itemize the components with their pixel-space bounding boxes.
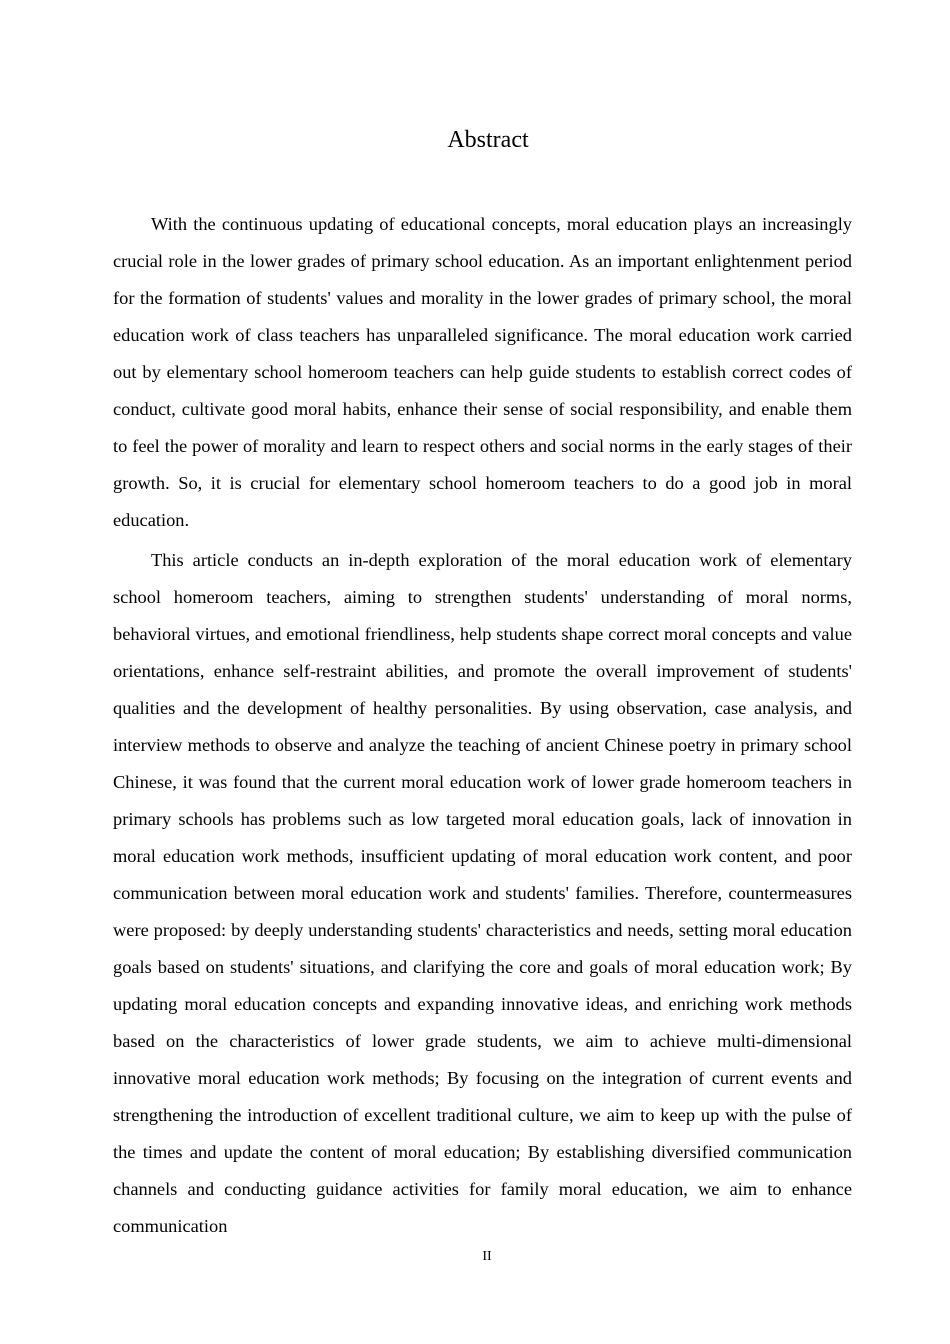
page-title: Abstract xyxy=(447,127,529,153)
paragraph-1: With the continuous updating of educational concepts, moral education plays an increasingly crucial role in the lower grades of primary school education. As an important enlightenment period for the formation of students' values and morality in the lower grades of primary school, the moral education work of class teachers has unparalleled significance. The moral education work carried out by elementary school homeroom teachers can help guide students to establish correct codes of conduct, cultivate good moral habits, enhance their sense of social responsibility, and enable them to feel the power of morality and learn to respect others and social norms in the early stages of their growth. So, it is crucial for elementary school homeroom teachers to do a good job in moral education. xyxy=(113,214,852,530)
abstract-body xyxy=(113,206,852,1248)
paragraph-2: This article conducts an in-depth exploration of the moral education work of elementary school homeroom teachers, aiming to strengthen students' understanding of moral norms, behavioral virtues, and emotional friendliness, help students shape correct moral concepts and value orientations, enhance self-restraint abilities, and promote the overall improvement of students' qualities and the development of healthy personalities. By using observation, case analysis, and interview methods to observe and analyze the teaching of ancient Chinese poetry in primary school Chinese, it was found that the current moral education work of lower grade homeroom teachers in primary schools has problems such as low targeted moral education goals, lack of innovation in moral education work methods, insufficient updating of moral education work content, and poor communication between moral education work and students' families. Therefore, countermeasures were proposed: by deeply understanding students' characteristics and needs, setting moral education goals based on students' situations, and clarifying the core and goals of moral education work; By updating moral education concepts and expanding innovative ideas, and enriching work methods based on the characteristics of lower grade students, we aim to achieve multi-dimensional innovative moral education work methods; By focusing on the integration of current events and strengthening the introduction of excellent traditional culture, we aim to keep up with the pulse of the times and update the content of moral education; By establishing diversified communication channels and conducting guidance activities for family moral education, we aim to enhance communication xyxy=(113,550,852,1236)
page-number: II xyxy=(482,1249,492,1264)
